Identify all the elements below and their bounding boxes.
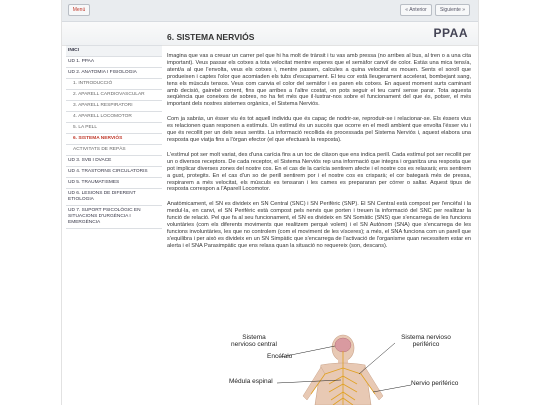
sidebar-item-inici[interactable]: INICI — [66, 45, 162, 57]
sidebar-item-ud2[interactable]: UD 2. ANATOMIA I FISIOLOGIA — [66, 68, 162, 79]
sidebar — [66, 45, 162, 229]
sidebar-item-ud3[interactable]: UD 3. SVB I DVACE — [66, 156, 162, 167]
label-medula: Médula espinal — [229, 378, 273, 385]
brain-shape — [335, 338, 351, 352]
label-encefalo: Encéfalo — [267, 353, 293, 360]
label-snc: Sistema nervioso central — [231, 334, 277, 348]
brand-title: PPAA — [433, 26, 468, 40]
sidebar-item-ud5[interactable]: UD 5. TRAUMATISMES — [66, 178, 162, 189]
nervous-system-figure — [225, 334, 468, 405]
top-navigation-bar — [62, 0, 478, 22]
label-nervio: Nervio periférico — [411, 380, 459, 387]
paragraph-anatomia: Anatòmicament, el SN es divideix en SN Central (SNC) i SN Perifèric (SNP). El SN Central està compost per l'encèfal i la medul·la, en canvi, el SN Perifèric està compost pels nervis que porten i treuen la informació del SNC per realitzar la funció de relació. Pel que fa al seu funcionament, el SN es divideix en SN Somàtic (SNS) que s'encarrega de les funcions voluntàries (com els diferents moviments que realitzem perquè volem) i el SN Autònom (SNA) que s'encarrega de les funcions involuntàries, les que no controlem (com el moviment de les vísceres); a més, el SNA funciona com un parell que s'equilibra i per això es divideix en un SN Simpàtic que s'encarrega de l'activació de l'organisme quan necessitem estar en alerta i el SNA Parasimpàtic que ens relaxa quan la situació no requereix (son, descans). — [167, 201, 471, 249]
main-content — [167, 32, 471, 258]
sidebar-nav — [66, 45, 162, 229]
next-button[interactable]: Siguiente » — [435, 4, 470, 16]
sidebar-item-ud6[interactable]: UD 6. LESIONS DE DIFERENT ETIOLOGIA — [66, 189, 162, 206]
page-title: 6. SISTEMA NERVIÓS — [167, 32, 255, 42]
paragraph-estimuls: Com ja sabràs, un ésser viu és tot aquell individu que és capaç de nodrir-se, reproduir-se i relacionar-se. Els éssers vius es relacionen quan responen a estímuls. Un estímul és un succés que ocorre en el medi ambient que envolta l'ésser viu i que és recollit per un dels seus sentits. La informació recollida és processada pel Sistema Nerviós i, aquest elabora una resposta que viatja fins a l'òrgan efector (el que efectuarà la resposta). — [167, 116, 471, 143]
sidebar-item-ud7[interactable]: UD 7. SUPORT PSICOLÒGIC EN SITUACIONS D'URGÈNCIA I EMERGÈNCIA — [66, 206, 162, 229]
sidebar-item-ud1[interactable]: UD 1. PPAA — [66, 57, 162, 68]
sidebar-item-introduccio[interactable]: 1. INTRODUCCIÓ — [66, 79, 162, 90]
previous-button[interactable]: « Anterior — [400, 4, 432, 16]
sidebar-item-pell[interactable]: 5. LA PELL — [66, 123, 162, 134]
page — [62, 0, 478, 405]
paragraph-intro: Imagina que vas a creuar un carrer pel que hi ha molt de trànsit i tu vas amb pressa (no arribes al bus, al tren o a una cita important). Veus passar els cotxes a tota velocitat mentre esperes que el semàfor canviï de color. Estàs una mica tens/a, atent/a al que l'envolta, veus els cotxes i, mentre passen, calcules a quina velocitat es mouen. Sents el soroll que produeixen i captes l'olor que acomiaden els tubs d'escapament. El teu cor està lleugerament accelerat, bombejant sang, tens els músculs tensos. Veus com canvia el color del semàfor i es paren els cotxes. En aquest moment surts caminant amb decisió, gairebé corrent, fins que arribes a l'altre costat, on pots seguir el teu camí sense parar. Tota aquesta seqüència que coneixes de sobres, no ha fet més que il·lustrar-nos sobre el funcionament del que és, potser, el més important dels nostres sistemes orgànics, el Sistema Nerviós. — [167, 53, 471, 108]
sidebar-item-locomotor[interactable]: 4. APARELL LOCOMOTOR — [66, 112, 162, 123]
sidebar-item-respiratori[interactable]: 3. APARELL RESPIRATORI — [66, 101, 162, 112]
sidebar-item-activitats[interactable]: ACTIVITATS DE REPÀS — [66, 145, 162, 156]
paragraph-respostes: L'estímul pot ser molt variat, des d'una carícia fins a un toc de clàxon que ens indica perill. Cada estímul pot ser recollit per un o diversos receptors. De cada receptor, el Sistema Nerviós rep una informació que integra i organitza una resposta que pot implicar diverses zones del nostre cos. En el cas de la carícia sentirem afecte i el nostre cos es relaxarà; ens sentirem a gust, protegits. En el cas d'un so de perill sentirem por i el nostre cos es crisparà; el cor bategarà més de pressa, respirarem a més velocitat, els músculs es tensaran i les cames es prepararan per córrer o saltar. Aquest tipus de resposta correspon a l'Aparell Locomotor. — [167, 151, 471, 193]
sidebar-item-sistema-nervios[interactable]: 6. SISTEMA NERVIÓS — [66, 134, 162, 145]
sidebar-item-ud4[interactable]: UD 4. TRASTORNS CIRCULATORIS — [66, 167, 162, 178]
sidebar-item-cardiovascular[interactable]: 2. APARELL CARDIOVASCULAR — [66, 90, 162, 101]
menu-button[interactable]: Menú — [68, 4, 90, 16]
label-snp: Sistema nervioso periférico — [401, 334, 451, 348]
